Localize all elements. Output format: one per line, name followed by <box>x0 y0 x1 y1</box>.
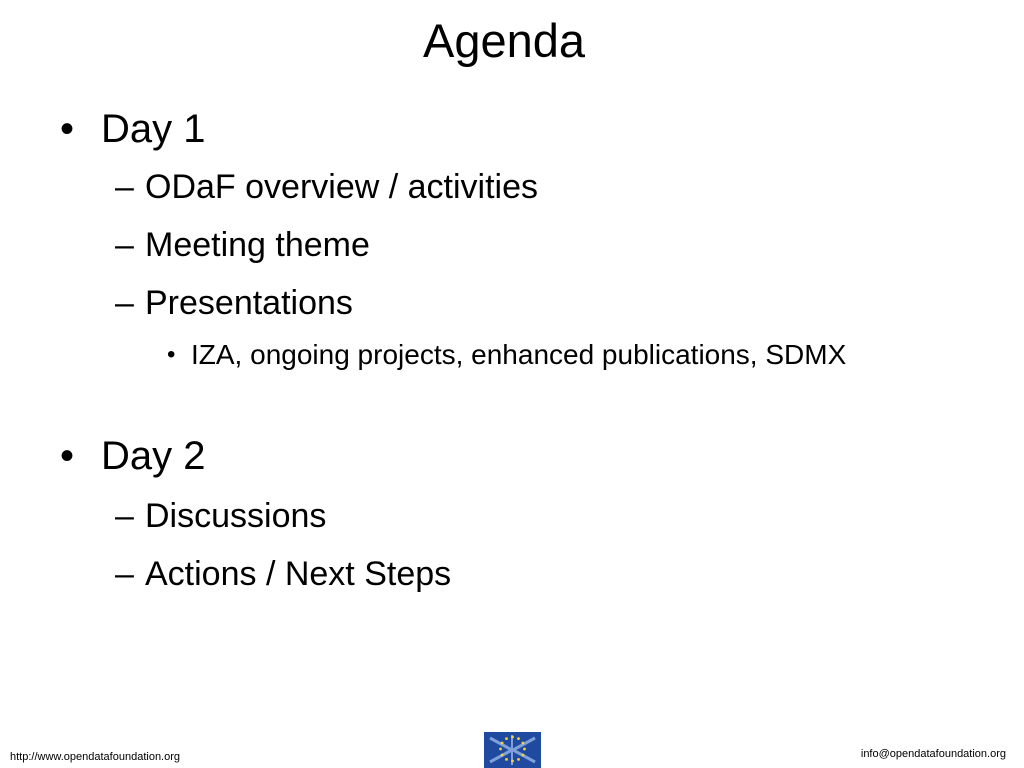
dash-marker: – <box>115 168 134 206</box>
subbullet-text: Actions / Next Steps <box>145 555 452 593</box>
dash-marker: – <box>115 555 134 593</box>
subbullet-text: Presentations <box>145 284 353 322</box>
subbullet-text: ODaF overview / activities <box>145 168 538 206</box>
bullet-text: Day 2 <box>101 434 206 478</box>
bullet-text: Day 1 <box>101 107 206 151</box>
bullet-marker: • <box>167 341 176 368</box>
dash-marker: – <box>115 284 134 322</box>
dash-marker: – <box>115 226 134 264</box>
bullet-marker: • <box>60 107 75 151</box>
bullet-marker: • <box>60 434 75 478</box>
footer-url: http://www.opendatafoundation.org <box>10 751 181 763</box>
slide-title: Agenda <box>422 14 586 67</box>
eu-stars-logo-icon <box>484 732 541 768</box>
dash-marker: – <box>115 497 134 535</box>
subbullet-text: Discussions <box>145 497 327 535</box>
subbullet-text: Meeting theme <box>145 226 370 264</box>
subsubbullet-text: IZA, ongoing projects, enhanced publications, SDMX <box>191 339 847 370</box>
footer-email: info@opendatafoundation.org <box>860 748 1006 760</box>
